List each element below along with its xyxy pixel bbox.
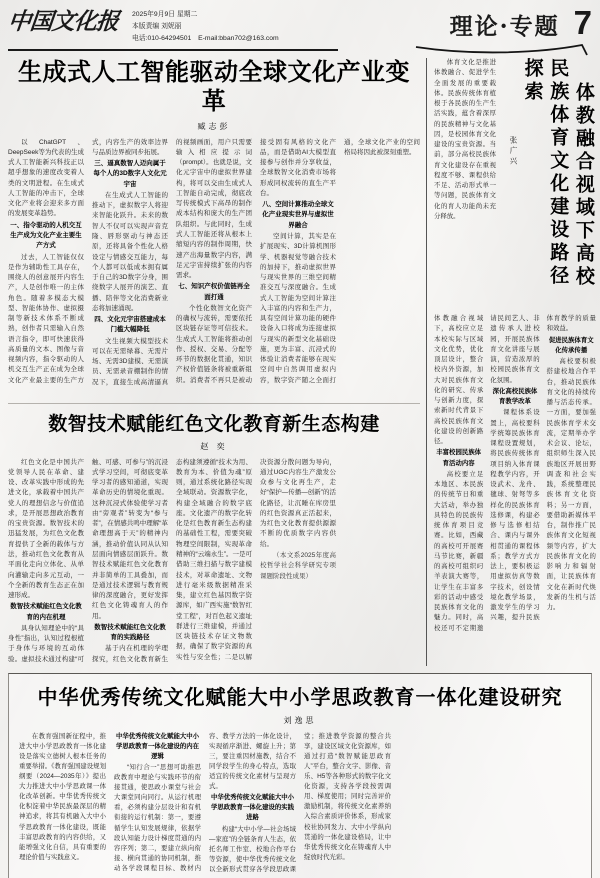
- article-red-byline: 赵 奕: [200, 441, 228, 451]
- article-sport-headline-line2: 民族体育文化建设路径探索: [521, 58, 570, 288]
- article-red-headline: 数智技术赋能红色文化教育新生态构建: [48, 412, 380, 435]
- masthead-info: [132, 6, 279, 45]
- masthead-right: [414, 6, 592, 57]
- contact-line: 电话:010-64294501 E-mail:bban702@163.com: [132, 34, 279, 42]
- article-sport: [426, 58, 596, 666]
- article-red: [8, 409, 420, 666]
- article-sizheng-body: 在教育强国新征程中，推进大中小学思政教育一体化建设是落实立德树人根本任务的重要举措。《教育强国建设规划纲要（2024—2035年）》提出大力推进大中小学思政课一体化改革创新。中华优秀传统文化积淀着中华民族最深层的精神追求，将其有机融入大中小学思政教育一体化建设，既能丰富思政教育的内容供给，又能增强文化自信，具有重要的理论价值与实践意义。 中华优秀传统文化赋能大中小学思政教育一体化建设的内在逻辑 “知行合一”思想可助推思政教育中理论与实践环节的衔接贯通，使思政小课堂与社会大课堂同向同行。从运行机理看，必须构建分层设计和有机衔接的运行机制：第一，要遵循学生认知发展规律，依据学段认知能力设计梯度贯通的内容序列；第二，要建立纵向衔接、横向贯通的协同机制，推动各学段课程目标、教材内容、教学方法的一体化设计，实现循序渐进、螺旋上升；第三，要注重因材施教，结合不同学段学生的身心特点，选取适宜的传统文化素材与呈现方式。 中华优秀传统文化赋能大中小学思政教育一体化建设的实践进路 构建“大中小学—社会场域—家庭”的全链条育人生态，依托名师工作室、校地合作平台等资源，使中华优秀传统文化以全新形式贯穿各学段思政课堂；推进教学资源的整合共享，建设区域文化资源库，如通过打造“数智赋能思政育人”平台，整合文字、影像、音乐、H5等各种形式的数字化文化资源，支持各学段按需调用、梯度使用；同时完善评价激励机制，将传统文化素养纳入综合素质评价体系，形成家校社协同发力、大中小学纵向贯通的一体化建设格局，让中华优秀传统文化在铸魂育人中绽放时代光彩。: [19, 732, 391, 874]
- article-sport-headline-line1: 体教融合视域下高校: [572, 82, 595, 289]
- article-sizheng-headline: 中华优秀传统文化赋能大中小学思政教育一体化建设研究: [37, 684, 563, 709]
- article-sport-intro: 体育文化是推进体教融合、促进学生全面发展的重要载体。民族传统体育植根于各民族的生产生活实践，蕴含着深厚的民族精神与文化基因，是校园体育文化建设的宝贵资源。当前，部分高校民族体育文化建设存在重视程度不够、课程供给不足、活动形式单一等问题，民族体育文化的育人功能尚未充分释放。: [434, 59, 496, 220]
- newspaper-logo: 中国文化报: [6, 8, 120, 35]
- article-sport-body: 体教融合视域下，高校应立足本校实际与区域文化优势，优化顶层设计，整合校内外资源，加大对民族体育文化的研究、传承与创新力度，探索新时代背景下高校民族体育文化建设的创新路径。 丰富校园民族体育活动内容 高校要立足本地区、本民族的传统节日和重大活动，举办独具特色的民族传统体育项目竞赛。比如，西藏的高校可开展赛马节比赛，新疆的高校可组织叼羊表演大赛等，让学生在丰富多彩的活动中感受民族体育文化的魅力。同时，高校还可不定期邀请民间艺人、非遗传承人进校园，开展民族体育文化讲座与展演，营造浓厚的校园民族体育文化氛围。 深化高校民族体育教学改革 课程体系设置上，高校要科学统筹民族体育课程设置规划，将民族传统体育项目纳入体育课程教学内容，开设武术、龙舟、毽球、射弩等多样化的民族体育选修课，构建必修与选修相结合、课内与课外相贯通的课程体系；教学方式方法上，要积极运用虚拟仿真等数字技术，创设情境化教学场景，激发学生的学习兴趣，提升民族体育教学的质量和效益。 促进民族体育文化传承传播 高校要积极搭建校地合作平台，推动民族体育文化的持续传播与活态传承。一方面，要加强民族体育学术交流，定期举办学术会议、论坛，组织师生深入民族地区开展田野调查和社会实践，系统整理民族体育文化资料；另一方面，要借助新媒体平台，制作推广民族体育文化短视频等内容，扩大民族体育文化的影响力和辐射面，让民族体育文化在新时代焕发新的生机与活力。: [434, 315, 596, 632]
- article-ai: [8, 58, 420, 396]
- article-sport-byline: 张广兴: [509, 136, 518, 168]
- article-ai-body: 以ChatGPT、DeepSeek等为代表的生成式人工智能新兴科技正以超乎想象的速度改变着人类的文明进程。在生成式人工智能的冲击下，全球文化产业将会迎来多方面的发展变革趋势。 一、指令驱动的人机交互生产成为文化产业主要生产方式 过去，人工智能仅仅是作为辅助性工具存在，围绕人的创意展开内容生产，人是创作唯一的主体角色。随着多模态大模型、智能体协作、虚拟摄制等新技术体系不断成熟，创作者只需输入自然语言指令，即可快速获得高质量的文本、图像与音视频内容，指令驱动的人机交互生产正在成为全球文化产业最主要的生产方式，内容生产的效率边界与品质边界被同步拓展。 三、逼真数智人迈向属于每个人的3D数字人文化元宇宙 在生成式人工智能的推动下，虚拟数字人将迎来智能化跃升。未来的数智人不仅可以实现声音克隆、唇形驱动与神态还原，还将具备个性化人格设定与情感交互能力，每个人都可以低成本拥有属于自己的3D数字分身，围绕数字人展开的演艺、直播、陪伴等文化消费新业态将加速涌现。 四、文化元宇宙搭建成本门槛大幅降低 文生视频大模型技术可以在无需绿幕、无需片场、无需3D建模、无需演员、无需录音棚制作的情况下，直接生成高清逼真的视频画面，用户只需要输入相应提示词（prompt）。也就是说，文化元宇宙中的虚拟世界建构，将可以交由生成式人工智能自动完成，彻底改写传统模式下高昂的制作成本结构和庞大的生产团队组织。与此同时，生成式人工智能还将从根本上缩短内容的制作周期，快速产出海量数字内容，满足元宇宙持续扩张的内容需求。 七、知识产权价值链再全面打通 个性化数智文化资产的确权与流转，需要依托区块链存证等可信技术。生成式人工智能将推动创作、授权、交易、分配等环节的数据化贯通，知识产权价值链条将被重新组织。消费者不再只是被动接受固有风格的文化产品，而是借助AI大模型直接参与创作并分享收益，全球数智文化消费市场将形成同权流转的直生产平台。 八、空间计算推动全球文化产业现实世界与虚拟世界融合 空间计算，其实是在扩展现实、3D计算机图形学、机器视觉等融合技术的加持下，推动虚拟世界与现实世界的三维空间精准交互与深度融合。生成式人工智能为空间计算注入丰富的内容和生产力，具有空间计算功能的硬件设备入口将成为连接虚拟与现实的新型文化基础设施，更为丰富、沉浸式的体验让消费者能够在现实空间中自然调用虚拟内容，数字资产随之全面打通，全球文化产业的空间格局将因此被深刻重塑。: [8, 138, 420, 386]
- masthead-left: [8, 6, 338, 51]
- article-ai-byline: 臧志彭: [197, 121, 231, 131]
- swoosh-rule: [414, 42, 592, 57]
- section-title: 理论·专题: [449, 13, 560, 40]
- editor-line: 本版责编 刘妮丽: [132, 22, 182, 30]
- article-sizheng-byline: 刘逸思: [283, 715, 317, 725]
- article-red-body: 红色文化是中国共产党领导人民在革命、建设、改革实践中形成的先进文化，承载着中国共产党人的理想信念与价值追求，是开展思想政治教育的宝贵资源。数智技术的迅猛发展，为红色文化教育提供了全新的载体与方法，推动红色文化教育从平面化走向立体化、从单向灌输走向多元互动，一个全新的教育生态正在加速形成。 数智技术赋能红色文化教育的内在机理 具身认知理论中的“具身性”指出，认知过程根植于身体与环境的互动体验。虚拟技术通过构建“可触、可感、可参与”的沉浸式学习空间，可彻底变革学习者的感知通道，实现革命历史的情境化重现。这种沉浸式体验使学习者由“旁观者”转变为“参与者”，在情感共鸣中理解“革命理想高于天”的精神内涵，推动价值认同从认知层面向情感层面跃升。数智技术赋能红色文化教育并非简单的工具叠加，而是通过技术逻辑与教育规律的深度融合，更好发挥红色文化铸魂育人的作用。 数智技术赋能红色文化教育的实践路径 基于内在机理的学理探究，红色文化教育新生态构建须遵循“技术为用、教育为本、价值为魂”原则，通过系统化路径实现全域联动。资源数字化，构建全域融合的数字底座。文化遗产的数字化转化是红色教育新生态构建的基础性工程，需要突破物理空间限制，实现革命精神的“云端永生”。一是可借助三维扫描与数字建模技术，对革命遗址、文物进行毫米级数据精准采集，建立红色基因数字资源库，如广西实施“数智红堂工程”，对百色起义遗址群进行三维建模，并通过区块链技术存证文物数据，确保了数字资源的真实性与安全性；二是以解决资源分散问题为导向，通过UGC内容生产激发公众参与文化再生产，走好“保护—传播—创新”的活化路径，让沉睡在库房里的红色资源真正活起来，为红色文化教育提供源源不断的优质数字内容供给。 （本文系2025年度高校哲学社会科学研究专项课题阶段性成果）: [8, 458, 336, 663]
- article-sizheng: [8, 673, 592, 878]
- left-main-column: [8, 58, 420, 666]
- main-region: [8, 57, 596, 666]
- masthead: [8, 6, 592, 52]
- article-sport-top: [434, 58, 596, 310]
- page-number: 7: [573, 4, 592, 41]
- article-sport-headline: [519, 58, 596, 310]
- date-line: 2025年9月9日 星期二: [132, 11, 198, 18]
- article-ai-headline: 生成式人工智能驱动全球文化产业变革: [18, 57, 410, 115]
- article-divider: [8, 403, 420, 404]
